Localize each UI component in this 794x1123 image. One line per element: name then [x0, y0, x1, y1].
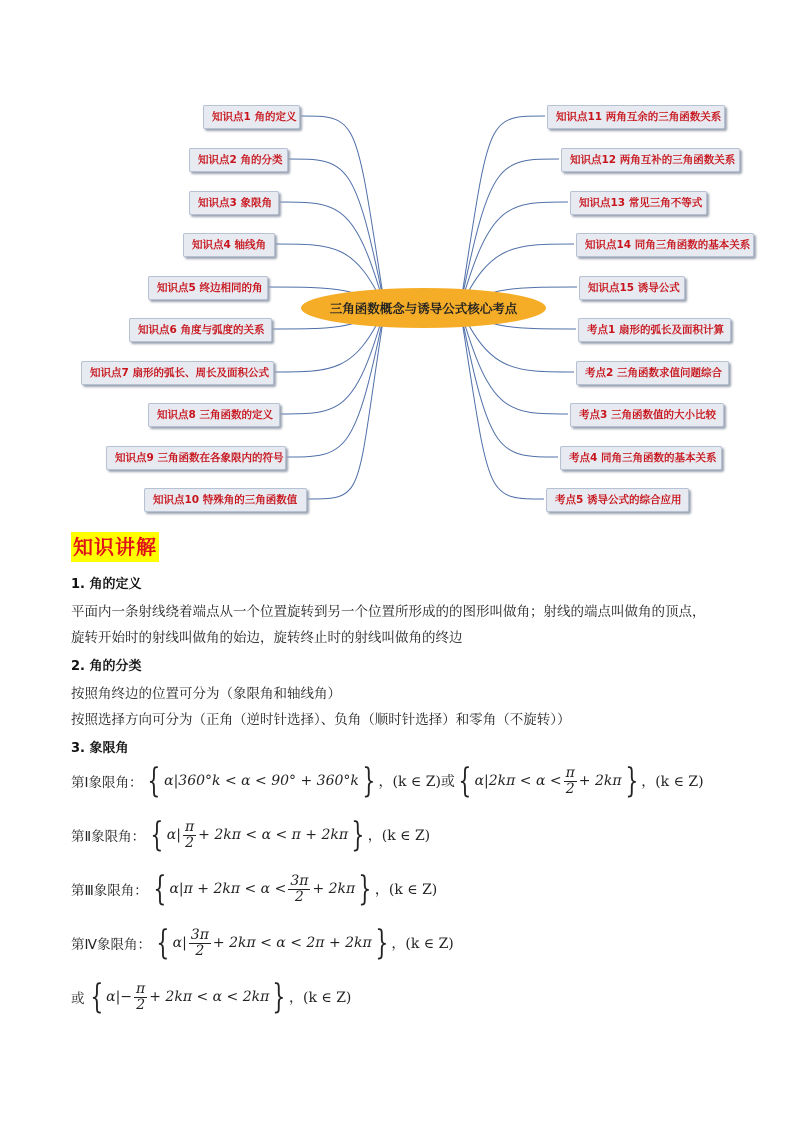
- mind-map-node-right-7: 考点2 三角函数求值问题综合: [576, 361, 729, 385]
- quadrant-3-set-part-1: α|π + 2kπ < α <: [169, 881, 287, 897]
- fraction-pi-over-2: $\frac{\pi}{2}$: [565, 764, 575, 797]
- mind-map-node-left-9: 知识点9 三角函数在各象限内的符号: [106, 446, 286, 470]
- connector-right-10: [460, 308, 544, 499]
- heading-quadrant-angle: 3. 象限角: [71, 741, 129, 756]
- mind-map-node-left-7: 知识点7 扇形的弧长、周长及面积公式: [81, 361, 274, 385]
- quadrant-3-label: 第Ⅲ象限角：: [71, 883, 148, 899]
- section-title: 知识讲解: [71, 532, 159, 562]
- mind-map-connectors: [0, 0, 794, 520]
- mind-map-node-left-6: 知识点6 角度与弧度的关系: [129, 318, 272, 342]
- fraction-3pi-over-2: $\frac{3\pi}{2}$: [190, 926, 209, 959]
- quadrant-3-domain: ，(k ∈ Z): [374, 882, 438, 898]
- mind-map-node-right-3: 知识点13 常见三角不等式: [570, 191, 707, 215]
- connector-right-1: [460, 116, 545, 308]
- quadrant-2-domain: ，(k ∈ Z): [367, 828, 431, 844]
- quadrant-1-connector: ，(k ∈ Z)或: [378, 774, 455, 790]
- classification-line-2: 按照选择方向可分为（正角（逆时针选择）、负角（顺时针选择）和零角（不旋转））: [71, 712, 571, 728]
- formula-quadrant-1: 第Ⅰ象限角： { α|360°k < α < 90° + 360°k } ，(k ∈ Z)或 { α|2kπ < α < $\frac{\pi}{2}$ + 2kπ } ，(k ∈ Z): [71, 761, 704, 801]
- mind-map-node-left-8: 知识点8 三角函数的定义: [148, 403, 280, 427]
- heading-angle-classification: 2. 角的分类: [71, 659, 142, 674]
- connector-right-9: [460, 308, 558, 457]
- mind-map-node-left-5: 知识点5 终边相同的角: [148, 276, 268, 300]
- connector-left-10: [307, 308, 385, 499]
- quadrant-4-alt-domain: ，(k ∈ Z): [288, 990, 352, 1006]
- angle-definition-line-2: 旋转开始时的射线叫做角的始边，旋转终止时的射线叫做角的终边: [71, 630, 463, 646]
- connector-left-1: [300, 116, 385, 308]
- quadrant-2-set: + 2kπ < α < π + 2kπ: [198, 827, 349, 843]
- mind-map-node-left-2: 知识点2 角的分类: [189, 148, 288, 172]
- quadrant-1-set-b-part-1: α|2kπ < α <: [474, 773, 562, 789]
- mind-map-node-left-4: 知识点4 轴线角: [183, 233, 275, 257]
- mind-map-node-right-2: 知识点12 两角互补的三角函数关系: [561, 148, 740, 172]
- classification-line-1: 按照角终边的位置可分为（象限角和轴线角）: [71, 686, 341, 702]
- quadrant-4-label: 第Ⅳ象限角：: [71, 937, 151, 953]
- or-label: 或: [71, 991, 85, 1007]
- connector-right-2: [460, 159, 559, 308]
- quadrant-4-set: + 2kπ < α < 2π + 2kπ: [212, 935, 372, 951]
- formula-quadrant-4: 第Ⅳ象限角： { α| $\frac{3\pi}{2}$ + 2kπ < α < 2π + 2kπ } ，(k ∈ Z): [71, 923, 454, 963]
- formula-quadrant-2: 第Ⅱ象限角： { α| $\frac{\pi}{2}$ + 2kπ < α < π + 2kπ } ，(k ∈ Z): [71, 815, 431, 855]
- fraction-3pi-over-2: $\frac{3\pi}{2}$: [290, 872, 309, 905]
- angle-definition-line-1: 平面内一条射线绕着端点从一个位置旋转到另一个位置所形成的的图形叫做角；射线的端点叫做角的顶点，: [71, 604, 706, 620]
- mind-map-node-right-5: 知识点15 诱导公式: [579, 276, 685, 300]
- connector-left-2: [288, 159, 385, 308]
- mind-map-node-right-4: 知识点14 同角三角函数的基本关系: [576, 233, 754, 257]
- fraction-pi-over-2: $\frac{\pi}{2}$: [136, 980, 146, 1013]
- mind-map-node-right-9: 考点4 同角三角函数的基本关系: [560, 446, 722, 470]
- mind-map-node-right-8: 考点3 三角函数值的大小比较: [570, 403, 724, 427]
- mind-map-node-left-3: 知识点3 象限角: [189, 191, 279, 215]
- heading-angle-definition: 1. 角的定义: [71, 577, 142, 592]
- fraction-pi-over-2: $\frac{\pi}{2}$: [184, 818, 195, 851]
- quadrant-4-alt-set: + 2kπ < α < 2kπ: [149, 989, 270, 1005]
- quadrant-3-set-part-2: + 2kπ: [312, 881, 356, 897]
- mind-map-node-right-6: 考点1 扇形的弧长及面积计算: [578, 318, 731, 342]
- quadrant-2-label: 第Ⅱ象限角：: [71, 829, 146, 845]
- mind-map-node-left-10: 知识点10 特殊角的三角函数值: [144, 488, 307, 512]
- quadrant-4-domain: ，(k ∈ Z): [391, 936, 454, 952]
- mind-map-node-right-1: 知识点11 两角互余的三角函数关系: [547, 105, 725, 129]
- mind-map: [0, 0, 794, 520]
- formula-quadrant-3: 第Ⅲ象限角： { α|π + 2kπ < α < $\frac{3\pi}{2}$ + 2kπ } ，(k ∈ Z): [71, 869, 438, 909]
- quadrant-1-domain: ，(k ∈ Z): [641, 774, 704, 790]
- mind-map-center: 三角函数概念与诱导公式核心考点: [301, 288, 546, 328]
- mind-map-node-right-10: 考点5 诱导公式的综合应用: [546, 488, 689, 512]
- connector-left-9: [286, 308, 385, 457]
- quadrant-1-set-a: α|360°k < α < 90° + 360°k: [164, 773, 359, 789]
- quadrant-1-label: 第Ⅰ象限角：: [71, 775, 143, 791]
- quadrant-1-set-b-part-2: + 2kπ: [578, 773, 622, 789]
- mind-map-node-left-1: 知识点1 角的定义: [203, 105, 300, 129]
- formula-quadrant-4-alt: 或 { α|− $\frac{\pi}{2}$ + 2kπ < α < 2kπ } ，(k ∈ Z): [71, 977, 352, 1017]
